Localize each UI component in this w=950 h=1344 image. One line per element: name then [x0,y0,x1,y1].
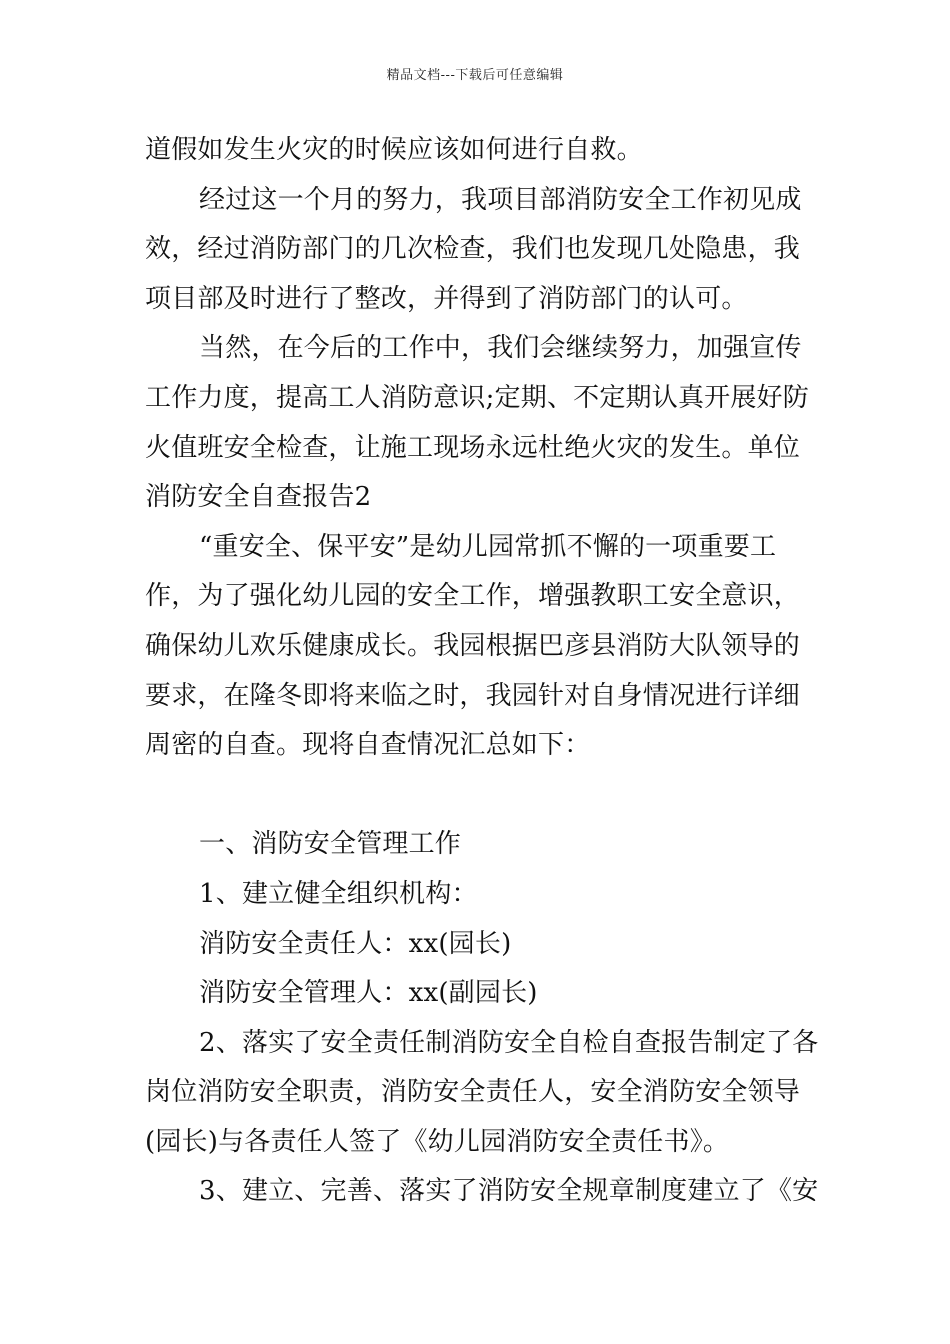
text-line: 火值班安全检查，让施工现场永远杜绝火灾的发生。单位 [145,432,801,463]
text-line: 周密的自查。现将自查情况汇总如下： [145,730,591,761]
text-line: 1、建立健全组织机构： [199,878,478,909]
text-line: 要求，在隆冬即将来临之时，我园针对自身情况进行详细 [145,680,801,711]
text-line: 当然，在今后的工作中，我们会继续努力，加强宣传 [199,333,802,364]
text-line: 2、落实了安全责任制消防安全自检自查报告制定了各 [199,1027,819,1058]
section-title: 消防安全自查报告2 [145,482,372,513]
text-line: 岗位消防安全职责，消防安全责任人，安全消防安全领导 [145,1077,801,1108]
document-body [145,126,819,1217]
text-line: 作，为了强化幼儿园的安全工作，增强教职工安全意识， [145,581,801,612]
text-line: 经过这一个月的努力，我项目部消防安全工作初见成 [199,184,802,215]
text-line: 3、建立、完善、落实了消防安全规章制度建立了《安 [199,1176,819,1207]
text-line: (园长)与各责任人签了《幼儿园消防安全责任书》。 [145,1126,730,1157]
text-line: 效，经过消防部门的几次检查，我们也发现几处隐患，我 [145,234,801,265]
text-line: 道假如发生火灾的时候应该如何进行自救。 [145,135,643,165]
text-line: 确保幼儿欢乐健康成长。我园根据巴彦县消防大队领导的 [145,630,801,661]
text-line: 消防安全责任人：xx(园长) [199,928,512,959]
section-heading: 一、消防安全管理工作 [199,829,462,860]
paragraph-spacer [145,771,810,821]
text-line: “重安全、保平安”是幼儿园常抓不懈的一项重要工 [199,531,777,562]
text-line: 工作力度，提高工人消防意识;定期、不定期认真开展好防 [145,382,809,413]
text-line: 项目部及时进行了整改，并得到了消防部门的认可。 [145,283,748,314]
page-header: 精品文档---下载后可任意编辑 [386,68,564,83]
text-line: 消防安全管理人：xx(副园长) [199,978,538,1009]
